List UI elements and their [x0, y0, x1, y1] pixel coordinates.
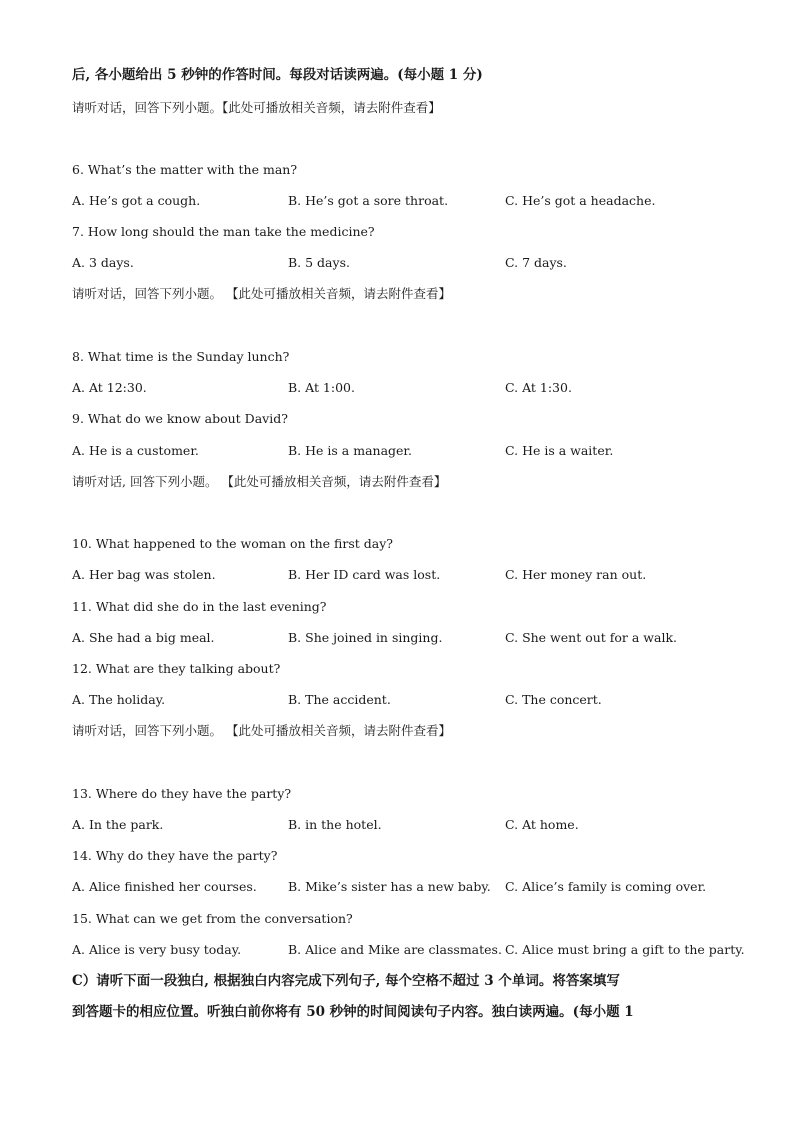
- option-10b: B. Her ID card was lost.: [288, 567, 441, 582]
- option-9a: A. He is a customer.: [72, 443, 199, 458]
- option-8c: C. At 1:30.: [505, 380, 572, 395]
- question-7: 7. How long should the man take the medicine?: [72, 224, 375, 239]
- question-14: 14. Why do they have the party?: [72, 848, 278, 863]
- option-9c: C. He is a waiter.: [505, 443, 614, 458]
- option-12c: C. The concert.: [505, 692, 602, 707]
- option-15b: B. Alice and Mike are classmates.: [288, 942, 502, 957]
- option-15c: C. Alice must bring a gift to the party.: [505, 942, 745, 957]
- option-10c: C. Her money ran out.: [505, 567, 647, 582]
- question-6: 6. What’s the matter with the man?: [72, 162, 298, 177]
- question-8: 8. What time is the Sunday lunch?: [72, 349, 290, 364]
- option-11a: A. She had a big meal.: [72, 630, 215, 645]
- listen-instruction: 请听对话, 回答下列小题。 【此处可播放相关音频，请去附件查看】: [72, 474, 447, 489]
- listen-instruction: 请听对话，回答下列小题。 【此处可播放相关音频，请去附件查看】: [72, 286, 451, 301]
- option-9b: B. He is a manager.: [288, 443, 412, 458]
- question-10: 10. What happened to the woman on the first day?: [72, 536, 393, 551]
- option-8b: B. At 1:00.: [288, 380, 355, 395]
- option-7c: C. 7 days.: [505, 255, 567, 270]
- option-15a: A. Alice is very busy today.: [72, 942, 242, 957]
- question-12: 12. What are they talking about?: [72, 661, 281, 676]
- option-8a: A. At 12:30.: [72, 380, 147, 395]
- option-14b: B. Mike’s sister has a new baby.: [288, 879, 491, 894]
- option-14c: C. Alice’s family is coming over.: [505, 879, 707, 894]
- question-9: 9. What do we know about David?: [72, 411, 288, 426]
- question-13: 13. Where do they have the party?: [72, 786, 292, 801]
- option-7a: A. 3 days.: [72, 255, 134, 270]
- option-13b: B. in the hotel.: [288, 817, 382, 832]
- section-c-instruction-cont: 到答题卡的相应位置。听独白前你将有 50 秒钟的时间阅读句子内容。独白读两遍。(每小题 1: [72, 1004, 634, 1020]
- option-6c: C. He’s got a headache.: [505, 193, 656, 208]
- section-c-instruction: C）请听下面一段独白, 根据独白内容完成下列句子, 每个空格不超过 3 个单词。将答案填写: [72, 973, 620, 989]
- option-6b: B. He’s got a sore throat.: [288, 193, 449, 208]
- question-15: 15. What can we get from the conversation?: [72, 911, 353, 926]
- option-14a: A. Alice finished her courses.: [72, 879, 257, 894]
- option-11c: C. She went out for a walk.: [505, 630, 677, 645]
- option-12a: A. The holiday.: [72, 692, 166, 707]
- option-11b: B. She joined in singing.: [288, 630, 443, 645]
- option-12b: B. The accident.: [288, 692, 391, 707]
- option-13c: C. At home.: [505, 817, 579, 832]
- option-13a: A. In the park.: [72, 817, 164, 832]
- option-6a: A. He’s got a cough.: [72, 193, 201, 208]
- listen-instruction: 请听对话，回答下列小题。 【此处可播放相关音频，请去附件查看】: [72, 723, 451, 738]
- option-10a: A. Her bag was stolen.: [72, 567, 216, 582]
- question-11: 11. What did she do in the last evening?: [72, 599, 327, 614]
- listen-instruction: 请听对话，回答下列小题。【此处可播放相关音频，请去附件查看】: [72, 100, 441, 115]
- header-instruction: 后, 各小题给出 5 秒钟的作答时间。每段对话读两遍。(每小题 1 分): [72, 67, 483, 83]
- option-7b: B. 5 days.: [288, 255, 350, 270]
